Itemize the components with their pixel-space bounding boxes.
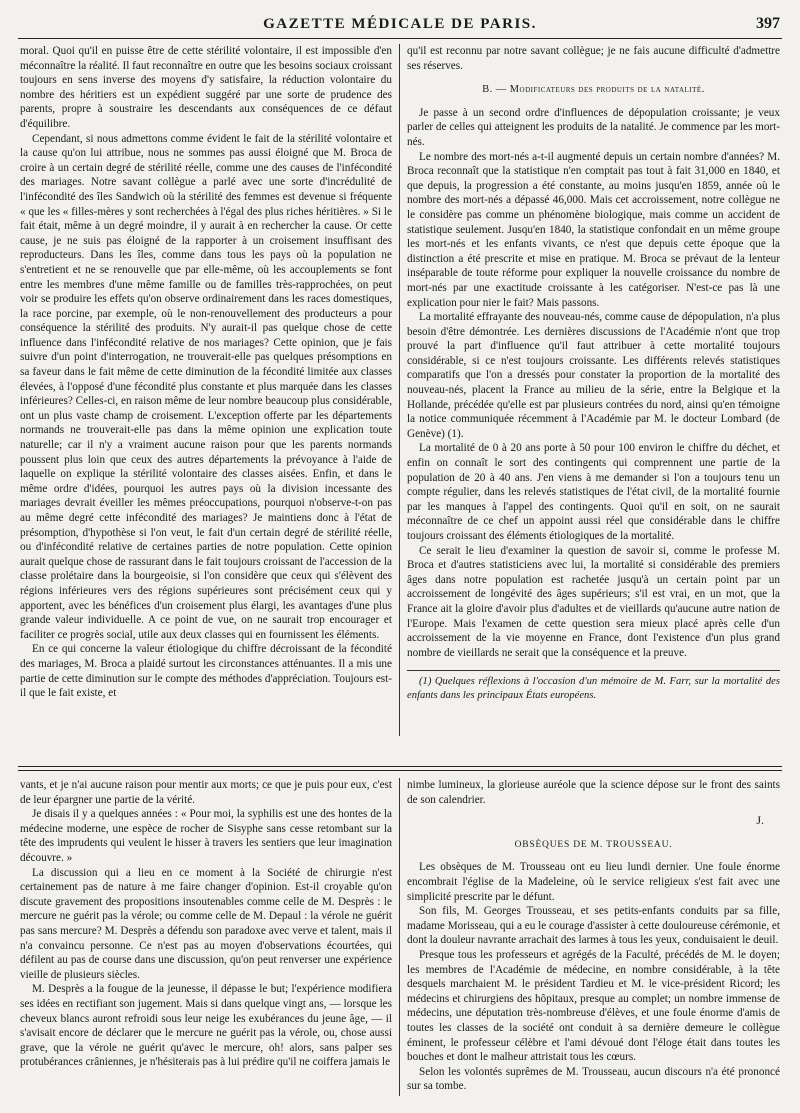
footnote-rule (407, 670, 780, 671)
running-title: GAZETTE MÉDICALE DE PARIS. (263, 16, 537, 32)
paragraph: M. Desprès a la fougue de la jeunesse, il dépasse le but; l'expérience modifiera ses idées en rectifiant son jugement. Mais si dans quelque vingt ans, — lorsque les cheveux blancs auront refroidi sous leur neige les exubérances du jeune âge, — il s'avisait encore de déclarer que le mercure ne guérit pas la vérole, ou, chose aussi grave, que la vérole ne guérit qu'avec le mercure, oh! alors, sans palper ses protubérances crâniennes, je n'hésiterais pas à lui prédire qu'il ne coiffera jamais le (20, 983, 392, 1069)
paragraph: Ce serait le lieu d'examiner la question de savoir si, comme le professe M. Broca et d'autres statisticiens avec lui, la mortalité si considérable des premiers âges dans notre population est rachetée jusqu'à un certain point par un accroissement de longévité des âges supérieurs; s'il est vrai, en un mot, que la France ait la gloire d'avoir plus d'adultes et de vieillards qu'aucune autre nation de l'Europe. Mais l'examen de cette question sera mieux placé après celle d'un accroissement de la vie moyenne en France, dont l'existence d'un plus grand nombre de vieillards ne serait que la conséquence et la preuve. (407, 544, 780, 659)
paragraph: Cependant, si nous admettons comme évident le fait de la stérilité volontaire et la cause qu'on lui attribue, nous ne sommes pas aussi éloigné que M. Broca de croire à un certain degré de stérilité réelle, comme une des causes de l'infécondité des mariages. Notre savant collègue a parlé avec une sorte d'incrédulité de l'infécondité des îles Sandwich où la stérilité des femmes est devenue si fréquente « que les « filles-mères y sont recherchées à l'égal des plus riches héritières. » Si le fait était, même à un degré moindre, il y aurait à en rechercher la cause. Or cette cause, je ne suis pas éloigné de la rapporter à un croisement insuffisant des reproducteurs. Dans les îles, comme dans tous les pays où la population ne s'entretient et ne se renouvelle que par elle-même, où les accouplements se font entre les membres d'une même famille ou de familles très-rapprochées, on peut voir se produire les effets qu'on observe ordinairement dans les races domestiques, la race porcine, par exemple, où le non-renouvellement des producteurs a pour conséquence la stérilité des produits. N'y aurait-il pas quelque chose de cette influence dans l'infécondité relative de nos mariages? Cette opinion, que je fais suivre d'un point d'interrogation, ne trouverait-elle pas quelques présomptions en sa faveur dans le fait même de cette diminution de la fécondité limitée aux classes élevées, à l'opposé d'une fécondité plus constante et plus marquée dans les classes inférieures? Celles-ci, en raison même de leur nombre beaucoup plus considérable, ont un plus vaste champ de croisement. L'exception offerte par les départements normands ne trouverait-elle pas dans la même opinion une explication toute naturelle; car il n'y a vraiment aucune raison pour que les parents normands poussent plus loin que ceux des autres départements la prévoyance à l'aide de laquelle on explique la stérilité volontaire des classes aisées. Enfin, et dans le même ordre d'idées, pourquoi les autres pays où la division incessante des mariages devrait éveiller les mêmes préoccupations, pourquoi n'observe-t-on pas au même degré cette infécondité des mariages? Je maintiens donc à l'état de présomption, d'hypothèse si l'on veut, le fait d'un certain degré de stérilité réelle, ou d'infécondité relative de certaines parties de notre population. Cette opinion aurait quelque chose de rassurant dans le fait toujours croissant de l'accession de la classe prolétaire dans la bourgeoisie, si l'on considère que ceux qui s'élèvent des régions inférieures vers des régions supérieures sont précisément ceux qui y apportent, avec les bénéfices d'un croisement plus élargi, les avantages d'une plus grande valeur individuelle. A ce point de vue, on ne saurait trop encourager et faciliter ce progrès social, utile aux deux classes qui en fournissent les éléments. (20, 132, 392, 641)
page-header (18, 12, 782, 39)
paragraph: En ce qui concerne la valeur étiologique du chiffre décroissant de la fécondité des mariages, M. Broca a plaidé surtout les circonstances atténuantes. Il a mis une partie de cette diminution sur le compte des méthodes d'appréciation. Toujours est-il que le fait existe, et (20, 643, 392, 700)
paragraph: moral. Quoi qu'il en puisse être de cette stérilité volontaire, il est impossible d'en méconnaître la réalité. Il faut reconnaître en outre que les besoins sociaux croissant toujours en sens inverse des moyens d'y satisfaire, la réduction volontaire du nombre des héritiers est un expédient suggéré par une sorte de prudence des parents, propre à soustraire les descendants aux conséquences de ce défaut d'équilibre. (20, 45, 392, 130)
section-heading: B. — Modificateurs des produits de la natalité. (482, 84, 705, 96)
paragraph: qu'il est reconnu par notre savant collègue; je ne fais aucune difficulté d'admettre ses réserves. (407, 45, 780, 72)
section-rule (18, 766, 782, 767)
paragraph: Selon les volontés suprêmes de M. Trousseau, aucun discours n'a été prononcé sur sa tombe. (407, 1065, 780, 1093)
column-divider (399, 44, 400, 736)
section-heading: OBSÈQUES DE M. TROUSSEAU. (514, 839, 673, 850)
paragraph: Le nombre des mort-nés a-t-il augmenté depuis un certain nombre d'années? M. Broca reconnaît que la statistique n'en comptait pas tout à fait 31,000 en 1840, et que depuis, la progression a été constante, au moins jusqu'en 1859, année où le nombre des mort-nés a dépassé 46,000. Mais cet accroissement, notre collègue ne le considère pas comme un phénomène biologique, mais comme un accident de statistique seulement. Jusqu'en 1840, la statistique confondait en un même groupe les mort-nés et les enfants vivants, ce n'est que depuis cette époque que la distinction a été prescrite et mise en pratique. M. Broca se prévaut de la lenteur inséparable de toute réforme pour expliquer la nouvelle croissance du nombre de mort-nés par une exactitude croissante à les catégoriser. N'est-ce pas là une explication pour nier le fait? Mais passons. (407, 150, 780, 309)
paragraph: nimbe lumineux, la glorieuse auréole que la science dépose sur le front des saints de son calendrier. (407, 779, 780, 806)
footnote: (1) Quelques réflexions à l'occasion d'un mémoire de M. Farr, sur la mortalité des enfants dans les principaux États européens. (407, 676, 780, 701)
left-column (20, 44, 392, 730)
right-column (407, 44, 780, 734)
page-number: 397 (756, 15, 780, 32)
paragraph: Je disais il y a quelques années : « Pour moi, la syphilis est une des hontes de la médecine moderne, une espèce de rocher de Sisyphe sans cesse retombant sur la tête des imprudents qui veulent le hisser à travers les sentiers que leur imagination découvre. » (20, 808, 392, 864)
paragraph: Les obsèques de M. Trousseau ont eu lieu lundi dernier. Une foule énorme encombrait l'église de la Madeleine, où le service religieux s'est fait avec une simplicité prescrite par le défunt. (407, 861, 780, 903)
column-divider (399, 778, 400, 1096)
section-rule (18, 770, 782, 771)
paragraph: vants, et je n'ai aucune raison pour mentir aux morts; ce que je puis pour eux, c'est de leur épargner une partie de la vérité. (20, 779, 392, 806)
feuilleton-right-column (407, 778, 780, 1093)
paragraph: La mortalité de 0 à 20 ans porte à 50 pour 100 environ le chiffre du déchet, et enfin on connaît le sort des contingents qui comprennent une partie de la population de 20 à 40 ans. J'en viens à me demander si l'on a toujours tenu un compte régulier, dans les relevés statistiques de l'état civil, de la mortalité fournie par les manques à l'appel des contingents. Quoi qu'il en soit, on ne saurait méconnaître de ce chef un appoint aussi réel que considérable dans le chiffre toujours croissant des éléments étiologiques de la mortalité. (407, 442, 780, 542)
paragraph: La mortalité effrayante des nouveau-nés, comme cause de dépopulation, n'a plus besoin d'être démontrée. Les dernières discussions de l'Académie n'ont que trop prouvé la part d'influence qu'il faut attribuer à cette mortalité toujours considérable, si ce n'est toujours croissante. Les différents relevés statistiques comparatifs que l'on a dressés pour constater la proportion de la mortalité des nouveau-nés, placent la France au milieu de la série, entre la Belgique et la Hollande, précédée qu'elle est par plusieurs contrées du nord, ainsi qu'en témoigne la notice communiquée récemment à l'Académie par M. le docteur Lombard (de Genève) (1). (407, 311, 780, 440)
paragraph: La discussion qui a lieu en ce moment à la Société de chirurgie n'est certainement pas de nature à me faire changer d'opinion. Est-il croyable qu'on discute gravement des propositions insoutenables comme celle de M. Desprès : le mercure ne guérit pas la vérole; ou comme celle de M. Depaul : la vérole ne guérit pas sans mercure? M. Desprès a défendu son paradoxe avec verve et talent, mais il n'a convaincu personne. Ce n'est pas au moyen d'observations écourtées, qui défilent au pas de course dans une discussion, qu'on peut renverser une expérience vieille de plusieurs siècles. (20, 866, 392, 981)
signature: J. (756, 813, 764, 828)
paragraph: Je passe à un second ordre d'influences de dépopulation croissante; je veux parler de celles qui atteignent les produits de la natalité. Je commence par les mort-nés. (407, 106, 780, 148)
paragraph: Presque tous les professeurs et agrégés de la Faculté, précédés de M. le doyen; les membres de l'Académie de médecine, en nombre considérable, à la tête desquels marchaient M. le président Tardieu et M. le vice-président Ricord; les médecins et chirurgiens des hôpitaux, presque au complet; un nombre immense de médecins, une députation très-nombreuse d'élèves, et une foule énorme d'amis de toutes les classes de la société ont conduit à sa dernière demeure le collègue éminent, le professeur célèbre et l'ami dévoué dont l'éloge était dans toutes les bouches et dont le malheur attristait tous les cœurs. (407, 948, 780, 1064)
feuilleton-left-column (20, 778, 392, 1093)
paragraph: Son fils, M. Georges Trousseau, et ses petits-enfants conduits par sa fille, madame Morisseau, qui a eu le courage d'assister à cette douloureuse cérémonie, et dont la douleur navrante arrachait des larmes à tous les yeux, conduisaient le deuil. (407, 905, 780, 947)
